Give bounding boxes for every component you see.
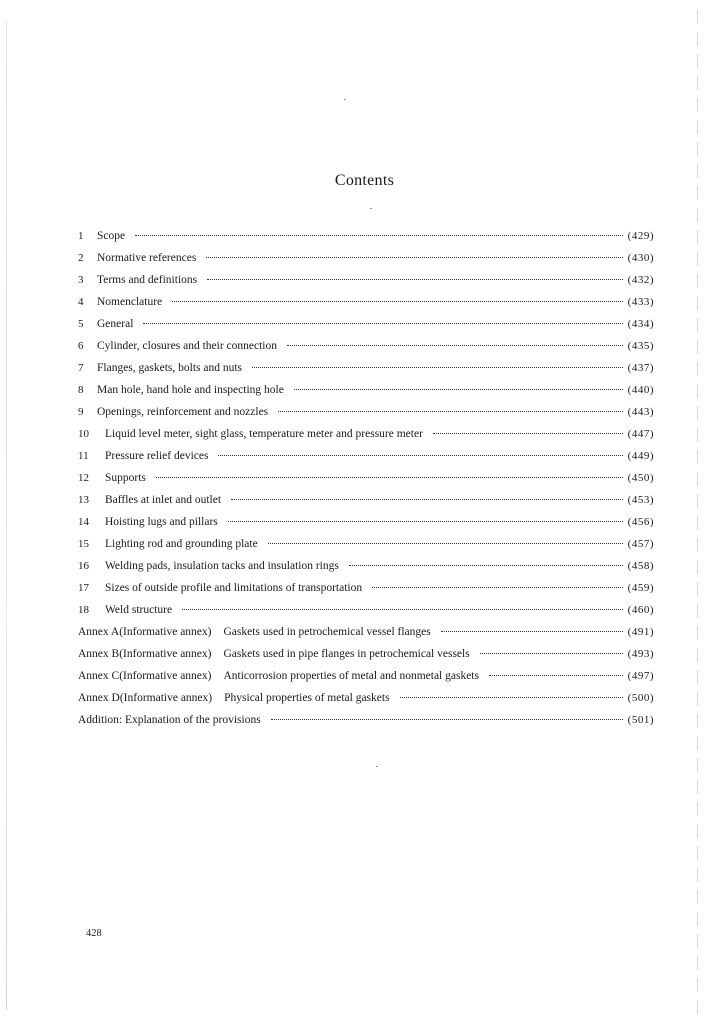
dot-leader (143, 323, 622, 324)
toc-entry-page: (443) (627, 406, 654, 418)
toc-entry-page: (449) (627, 450, 654, 462)
toc-entry-title: Nomenclature (97, 296, 163, 308)
toc-entry[interactable] (78, 428, 654, 450)
scan-speck (376, 766, 378, 767)
toc-annex-prefix: Annex D(Informative annex) (78, 692, 213, 704)
toc-entry-page: (460) (627, 604, 654, 616)
dot-leader (156, 477, 623, 478)
toc-annex-prefix: Annex A(Informative annex) (78, 626, 212, 638)
toc-addition-entry[interactable] (78, 714, 654, 736)
toc-entry-title: Sizes of outside profile and limitations of transportation (105, 582, 363, 594)
toc-entry[interactable] (78, 604, 654, 626)
toc-entry-page: (437) (627, 362, 654, 374)
toc-entry-number: 10 (78, 428, 89, 440)
toc-entry-page: (453) (627, 494, 654, 506)
toc-entry[interactable] (78, 318, 654, 340)
scan-edge-right (697, 10, 698, 1015)
dot-leader (172, 301, 623, 302)
toc-entry-title: Welding pads, insulation tacks and insulation rings (105, 560, 339, 572)
toc-annex-entry[interactable] (78, 670, 654, 692)
toc-entry[interactable] (78, 230, 654, 252)
dot-leader (349, 565, 623, 566)
toc-entry-page: (432) (627, 274, 654, 286)
toc-entry-title: Hoisting lugs and pillars (105, 516, 218, 528)
toc-entry-title: Gaskets used in petrochemical vessel flanges (223, 626, 431, 638)
toc-entry-number: 16 (78, 560, 89, 572)
toc-entry-page: (459) (627, 582, 654, 594)
toc-annex-prefix: Annex C(Informative annex) (78, 670, 212, 682)
toc-entry[interactable] (78, 516, 654, 538)
toc-entry[interactable] (78, 560, 654, 582)
page-number: 428 (86, 928, 102, 939)
dot-leader (278, 411, 623, 412)
dot-leader (218, 455, 622, 456)
toc-entry-page: (500) (627, 692, 654, 704)
toc-entry-title: Baffles at inlet and outlet (105, 494, 222, 506)
toc-entry[interactable] (78, 450, 654, 472)
dot-leader (372, 587, 623, 588)
toc-entry-title: Physical properties of metal gaskets (224, 692, 390, 704)
toc-entry-title: Man hole, hand hole and inspecting hole (97, 384, 284, 396)
toc-entry[interactable] (78, 472, 654, 494)
dot-leader (294, 389, 623, 390)
toc-entry-page: (491) (627, 626, 654, 638)
dot-leader (135, 235, 623, 236)
toc-entry[interactable] (78, 252, 654, 274)
toc-entry-title: Normative references (97, 252, 197, 264)
dot-leader (231, 499, 623, 500)
toc-entry-title: Anticorrosion properties of metal and nonmetal gaskets (223, 670, 479, 682)
toc-entry-number: 15 (78, 538, 89, 550)
toc-entry-title: Weld structure (105, 604, 173, 616)
toc-entry-number: 12 (78, 472, 89, 484)
toc-entry-number: 18 (78, 604, 89, 616)
toc-entry-title: Gaskets used in pipe flanges in petrochemical vessels (223, 648, 470, 660)
toc-entry-page: (433) (627, 296, 654, 308)
toc-entry-page: (456) (627, 516, 654, 528)
table-of-contents (78, 230, 654, 736)
toc-entry[interactable] (78, 406, 654, 428)
toc-entry-title: Liquid level meter, sight glass, temperature meter and pressure meter (105, 428, 423, 440)
toc-entry[interactable] (78, 494, 654, 516)
dot-leader (441, 631, 623, 632)
scan-edge-left (6, 20, 7, 1010)
toc-entry-page: (457) (627, 538, 654, 550)
dot-leader (287, 345, 623, 346)
dot-leader (182, 609, 623, 610)
toc-entry-number: 2 (78, 252, 84, 264)
toc-entry[interactable] (78, 296, 654, 318)
toc-entry[interactable] (78, 582, 654, 604)
toc-entry-page: (497) (627, 670, 654, 682)
toc-entry-title: General (97, 318, 134, 330)
toc-entry-number: 6 (78, 340, 84, 352)
toc-entry-number: 8 (78, 384, 84, 396)
toc-entry[interactable] (78, 538, 654, 560)
dot-leader (268, 543, 623, 544)
toc-entry-number: 17 (78, 582, 89, 594)
dot-leader (228, 521, 623, 522)
dot-leader (480, 653, 623, 654)
toc-annex-entry[interactable] (78, 648, 654, 670)
toc-annex-entry[interactable] (78, 692, 654, 714)
toc-entry[interactable] (78, 274, 654, 296)
toc-entry-number: 5 (78, 318, 84, 330)
toc-entry-title: Pressure relief devices (105, 450, 209, 462)
toc-entry-page: (450) (627, 472, 654, 484)
toc-entry[interactable] (78, 340, 654, 362)
toc-entry-title: Flanges, gaskets, bolts and nuts (97, 362, 243, 374)
toc-entry-page: (434) (627, 318, 654, 330)
toc-entry-page: (440) (627, 384, 654, 396)
toc-entry-number: 1 (78, 230, 84, 242)
toc-annex-prefix: Annex B(Informative annex) (78, 648, 212, 660)
dot-leader (400, 697, 623, 698)
toc-entry-number: 4 (78, 296, 84, 308)
toc-entry-title: Supports (105, 472, 146, 484)
toc-annex-entry[interactable] (78, 626, 654, 648)
toc-entry[interactable] (78, 362, 654, 384)
toc-entry-number: 14 (78, 516, 89, 528)
page-title: Contents (334, 172, 395, 189)
toc-entry-title: Cylinder, closures and their connection (97, 340, 277, 352)
toc-entry[interactable] (78, 384, 654, 406)
toc-entry-number: 13 (78, 494, 89, 506)
dot-leader (207, 279, 623, 280)
dot-leader (489, 675, 623, 676)
toc-entry-page: (501) (627, 714, 654, 726)
dot-leader (252, 367, 623, 368)
toc-entry-page: (430) (627, 252, 654, 264)
scan-speck (344, 99, 346, 100)
toc-entry-page: (447) (627, 428, 654, 440)
toc-entry-title: Scope (97, 230, 126, 242)
toc-entry-number: 3 (78, 274, 84, 286)
toc-entry-title: Terms and definitions (97, 274, 198, 286)
dot-leader (271, 719, 623, 720)
toc-entry-title: Openings, reinforcement and nozzles (97, 406, 269, 418)
toc-entry-number: 11 (78, 450, 89, 462)
toc-entry-page: (493) (627, 648, 654, 660)
toc-entry-page: (458) (627, 560, 654, 572)
dot-leader (433, 433, 623, 434)
toc-entry-page: (435) (627, 340, 654, 352)
toc-entry-title: Lighting rod and grounding plate (105, 538, 258, 550)
toc-entry-page: (429) (627, 230, 654, 242)
toc-entry-title: Addition: Explanation of the provisions (78, 714, 261, 726)
scan-speck (370, 208, 372, 209)
toc-entry-number: 9 (78, 406, 84, 418)
toc-entry-number: 7 (78, 362, 84, 374)
dot-leader (206, 257, 622, 258)
